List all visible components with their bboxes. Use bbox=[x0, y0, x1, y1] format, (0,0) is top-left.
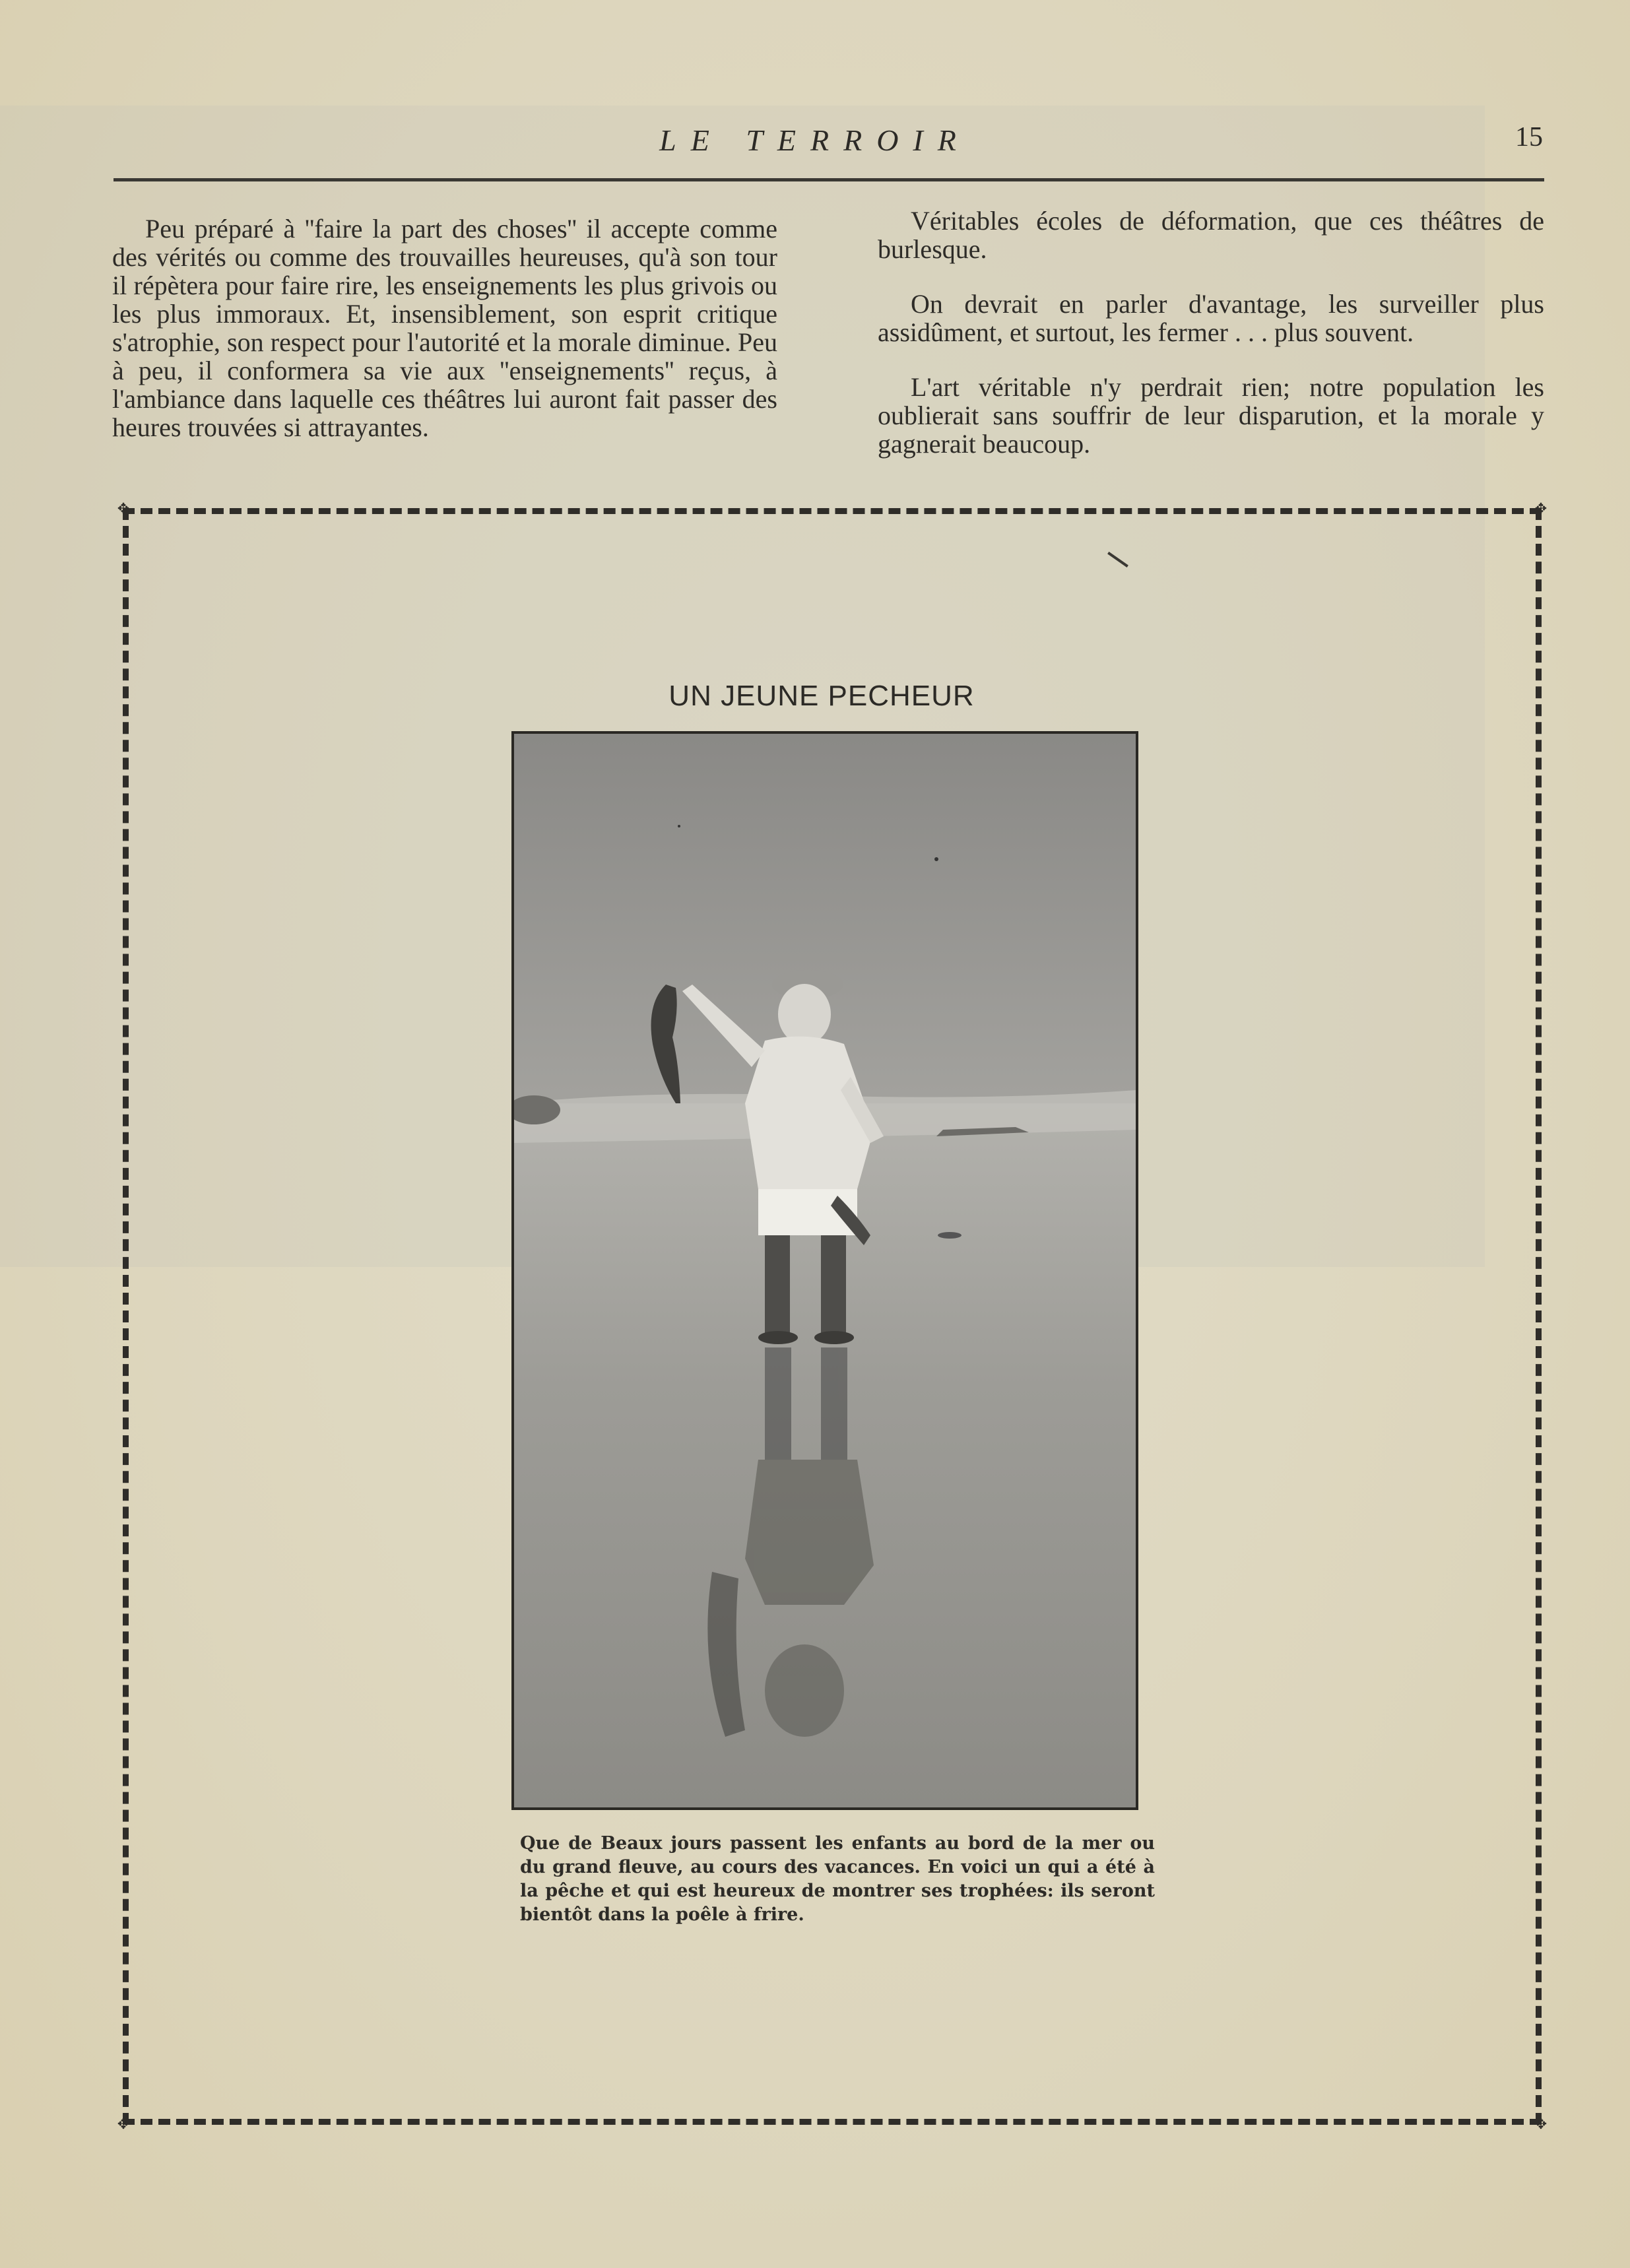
photograph-boy-fishing bbox=[511, 731, 1138, 1810]
left-paragraph-1: Peu préparé à ''faire la part des choses'' il accepte comme des vérités ou comme des trouvailles heureuses, qu'à son tour il répètera pour faire rire, les enseignements les plus grivois ou les plus immoraux. Et, insensiblement, son esprit critique s'atrophie, son respect pour l'autorité et la morale diminue. Peu à peu, il conformera sa vie aux ''enseignements'' reçus, à l'ambiance dans laquelle ces théâtres lui auront fait passer des heures trouvées si attrayantes. bbox=[112, 214, 777, 442]
right-paragraph-3: L'art véritable n'y perdrait rien; notre population les oublierait sans souffrir de leur disparution, et la morale y gagnerait beaucoup. bbox=[878, 372, 1544, 459]
photo-caption: Que de Beaux jours passent les enfants au bord de la mer ou du grand fleuve, au cours des vacances. En voici un qui a été à la pêche et qui est heureux de montrer ses trophées: ils seront bientôt dans la poêle à frire. bbox=[520, 1833, 1155, 1925]
frame-ornament-icon: ✥ bbox=[1534, 500, 1548, 517]
frame-ornament-icon: ✥ bbox=[117, 500, 130, 517]
page-number: 15 bbox=[1515, 122, 1543, 152]
photo-title: UN JEUNE PECHEUR bbox=[668, 680, 975, 712]
frame-ornament-icon: ✥ bbox=[117, 2116, 130, 2132]
right-text-column bbox=[878, 207, 1544, 484]
running-header-title: LE TERROIR bbox=[659, 123, 971, 157]
frame-ornament-icon: ✥ bbox=[1534, 2116, 1548, 2132]
header-rule bbox=[114, 178, 1544, 181]
left-text-column bbox=[112, 214, 777, 468]
photograph-image bbox=[514, 734, 1136, 1807]
right-paragraph-1: Véritables écoles de déformation, que ces théâtres de burlesque. bbox=[878, 206, 1544, 264]
right-paragraph-2: On devrait en parler d'avantage, les surveiller plus assidûment, et surtout, les fermer . . . plus souvent. bbox=[878, 289, 1544, 347]
